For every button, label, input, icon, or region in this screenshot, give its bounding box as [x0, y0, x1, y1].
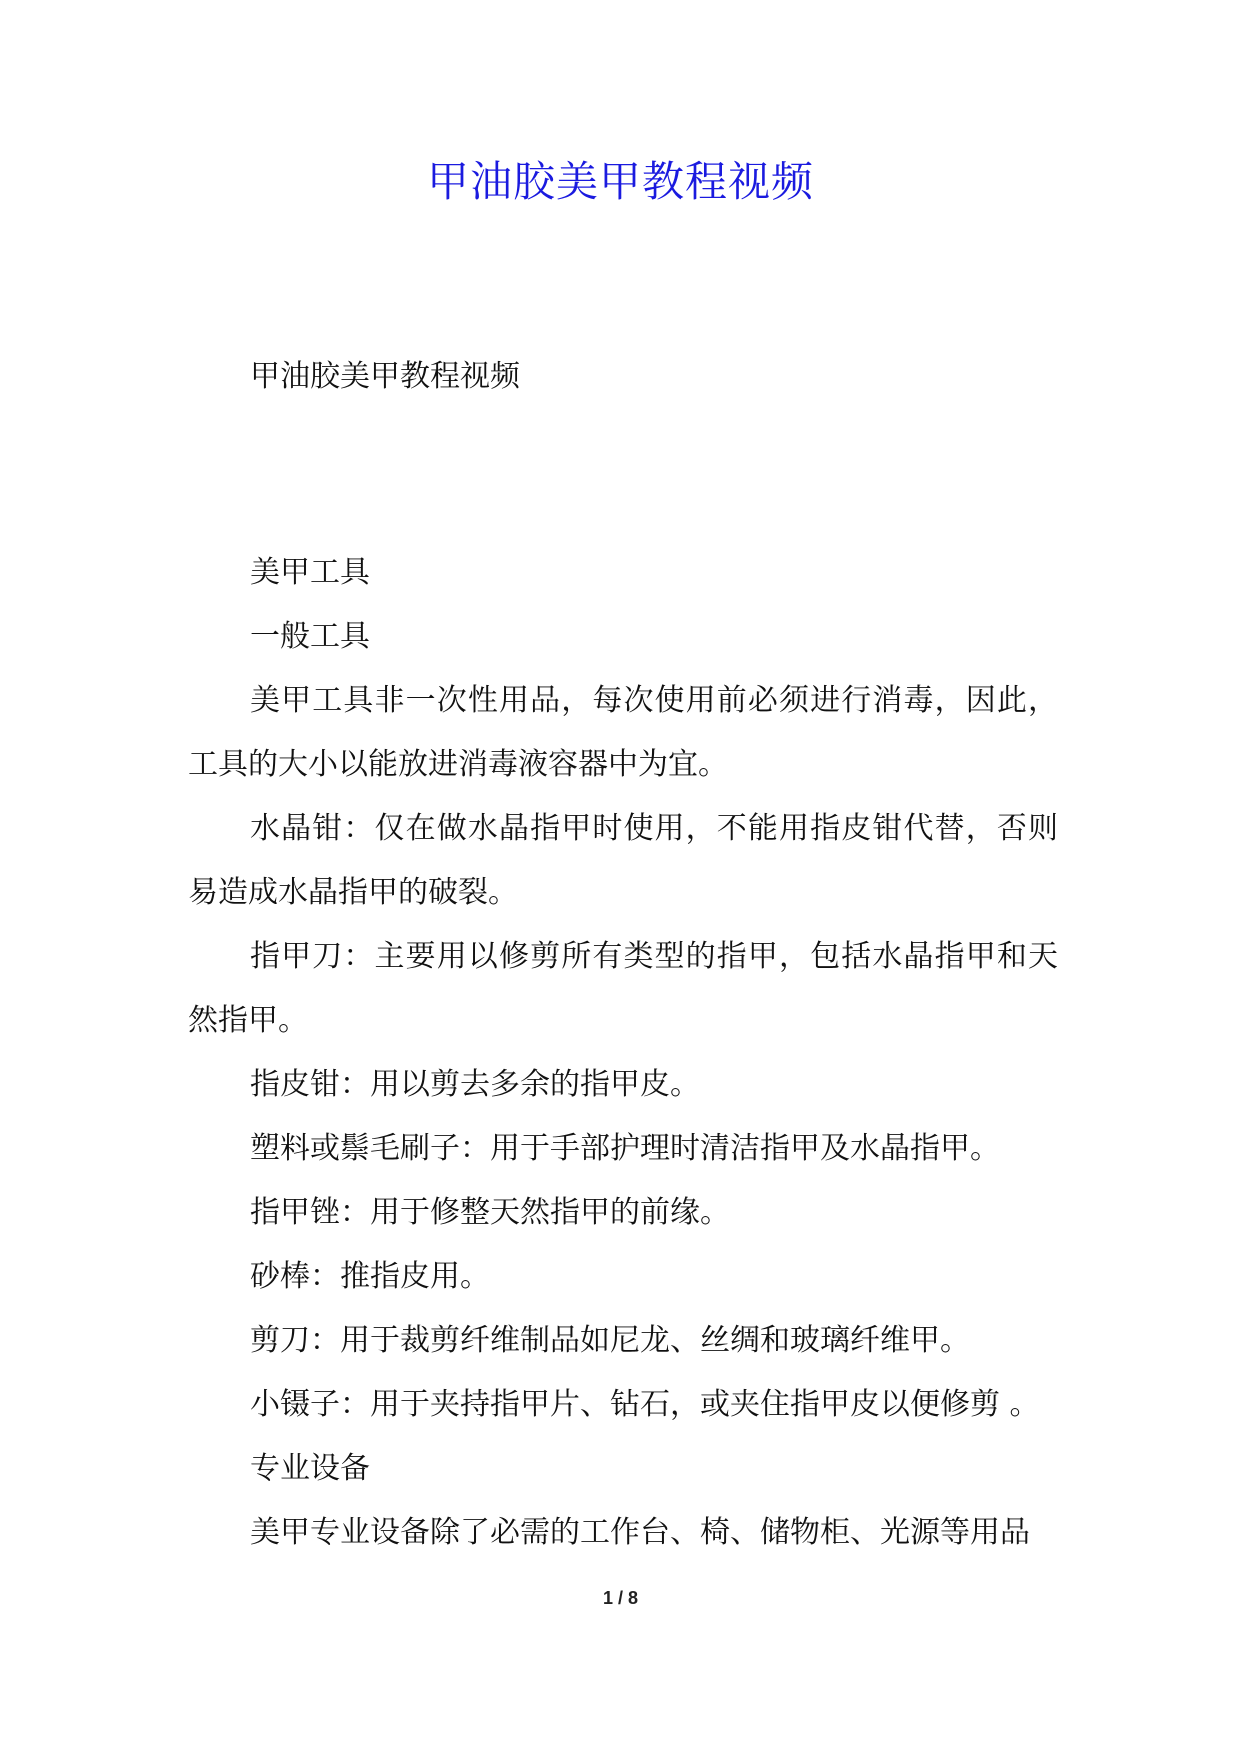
subsection-heading-general-tools: 一般工具: [250, 619, 370, 654]
body-paragraph: 剪刀：用于裁剪纤维制品如尼龙、丝绸和玻璃纤维甲。: [250, 1323, 970, 1358]
document-body: [188, 345, 1058, 1565]
body-paragraph: 砂棒：推指皮用。: [250, 1259, 490, 1294]
page-number: 1 / 8: [602, 1588, 639, 1608]
body-paragraph: 美甲专业设备除了必需的工作台、椅、储物柜、光源等用品: [250, 1515, 1030, 1550]
document-title: 甲油胶美甲教程视频: [426, 157, 814, 206]
body-paragraph: 美甲工具非一次性用品，每次使用前必须进行消毒，因此，工具的大小以能放进消毒液容器中为宜。: [188, 683, 1058, 782]
subsection-heading-professional-equipment: 专业设备: [250, 1451, 370, 1486]
body-paragraph: 指甲锉：用于修整天然指甲的前缘。: [250, 1195, 730, 1230]
body-paragraph: 塑料或鬃毛刷子：用于手部护理时清洁指甲及水晶指甲。: [250, 1131, 1000, 1166]
body-paragraph: 小镊子：用于夹持指甲片、钻石，或夹住指甲皮以便修剪 。: [250, 1387, 1040, 1422]
body-paragraph: 指甲刀：主要用以修剪所有类型的指甲，包括水晶指甲和天然指甲。: [188, 939, 1058, 1038]
body-paragraph: 指皮钳：用以剪去多余的指甲皮。: [250, 1067, 700, 1102]
body-paragraph: 水晶钳：仅在做水晶指甲时使用，不能用指皮钳代替，否则易造成水晶指甲的破裂。: [188, 811, 1058, 910]
section-heading-nail-tools: 美甲工具: [250, 555, 370, 590]
document-subtitle: 甲油胶美甲教程视频: [250, 359, 520, 394]
